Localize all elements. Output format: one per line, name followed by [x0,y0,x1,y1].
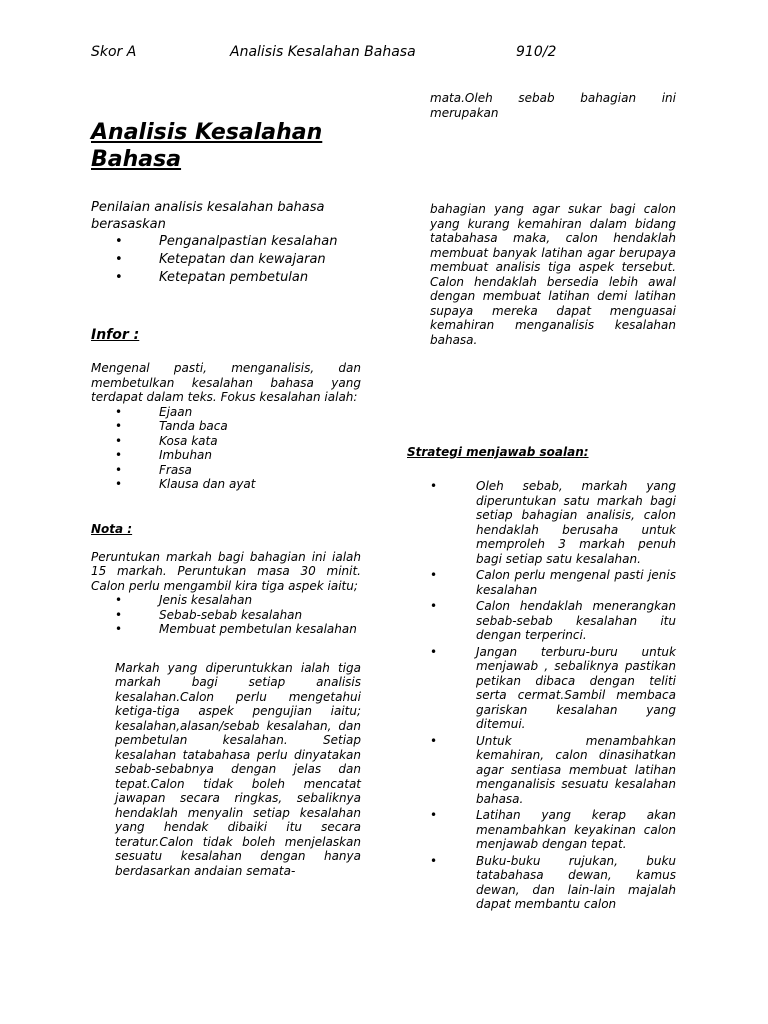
list-item: • Oleh sebab, markah yang diperuntukan satu markah bagi setiap bahagian analisis, calon hendaklah berusaha untuk memproleh 3 markah penuh bagi setiap satu kesalahan. [430,479,676,566]
list-item: • Untuk menambahkan kemahiran, calon dinasihatkan agar sentiasa membuat latihan menganalisis sesuatu kesalahan bahasa. [430,733,676,806]
list-item: • Ejaan [115,404,193,419]
list-item: • Latihan yang kerap akan menambahkan keyakinan calon menjawab dengan tepat. [430,808,676,851]
list-item: • Imbuhan [115,448,213,462]
list-item: • Ketepatan dan kewajaran [115,252,326,267]
page-header [91,44,691,64]
infor-paragraph: Mengenal pasti, menganalisis, dan membetulkan kesalahan bahasa yang terdapat dalam teks. Fokus kesalahan ialah: [91,361,361,404]
list-item: • Calon perlu mengenal pasti jenis kesalahan [430,568,676,597]
list-item: • Klausa dan ayat [115,477,256,491]
intro-text: Penilaian analisis kesalahan bahasa berasaskan [91,200,325,232]
list-item: • Jangan terburu-buru untuk menjawab , sebaliknya pastikan petikan dibaca dengan teliti serta cermat.Sambil membaca gariskan kesalahan yang ditemui. [430,644,676,731]
list-item: • Buku-buku rujukan, buku tatabahasa dewan, kamus dewan, dan lain-lain majalah dapat membantu calon [430,853,676,911]
list-item: • Jenis kesalahan [115,593,253,607]
nota-bullet-list [91,593,361,637]
infor-heading: Infor : [91,327,140,343]
intro-bullet-list [91,233,361,287]
list-item: • Tanda baca [115,419,228,433]
list-item: • Membuat pembetulan kesalahan [115,622,357,636]
list-item: • Calon hendaklah menerangkan sebab-sebab kesalahan itu dengan terperinci. [430,599,676,642]
markah-paragraph: Markah yang diperuntukkan ialah tiga markah bagi setiap analisis kesalahan.Calon perlu mengetahui ketiga-tiga aspek pengujian iaitu; kesalahan,alasan/sebab kesalahan, dan pembetulan kesalahan. Setiap kesalahan tatabahasa perlu dinyatakan sebab-sebabnya dengan jelas dan tepat.Calon tidak boleh mencatat jawapan secara ringkas, sebaliknya hendaklah menyalin setiap kesalahan yang hendak dibaiki itu secara teratur.Calon tidak boleh menjelaskan sesuatu kesalahan dengan hanya berdasarkan andaian semata- [115,660,361,878]
nota-heading: Nota : [91,521,133,536]
list-item: • Sebab-sebab kesalahan [115,607,303,622]
nota-paragraph: Peruntukan markah bagi bahagian ini ialah 15 markah. Peruntukan masa 30 minit. Calon perlu mengambil kira tiga aspek iaitu; [91,549,361,593]
right-column [407,91,676,914]
bahagian-paragraph: bahagian yang agar sukar bagi calon yang kurang kemahiran dalam bidang tatabahasa maka, calon hendaklah membuat banyak latihan agar berupaya membuat analisis tiga aspek tersebut. Calon hendaklah bersedia lebih awal dengan membuat latihan demi latihan supaya mereka dapat menguasai kemahiran menganalisis kesalahan bahasa. [430,202,676,347]
document-title: Analisis Kesalahan Bahasa [91,120,323,172]
header-left: Skor A [91,44,137,60]
header-center: Analisis Kesalahan Bahasa [230,44,416,60]
left-column [91,115,361,878]
list-item: • Ketepatan pembetulan [115,270,309,285]
list-item: • Frasa [115,462,192,477]
strategi-bullet-list [430,479,676,912]
continuation-text: mata.Oleh sebab bahagian ini merupakan [430,91,676,120]
strategi-heading: Strategi menjawab soalan: [407,445,589,459]
header-right: 910/2 [516,44,557,60]
list-item: • Penganalpastian kesalahan [115,234,338,249]
infor-bullet-list [91,405,361,492]
list-item: • Kosa kata [115,433,218,448]
